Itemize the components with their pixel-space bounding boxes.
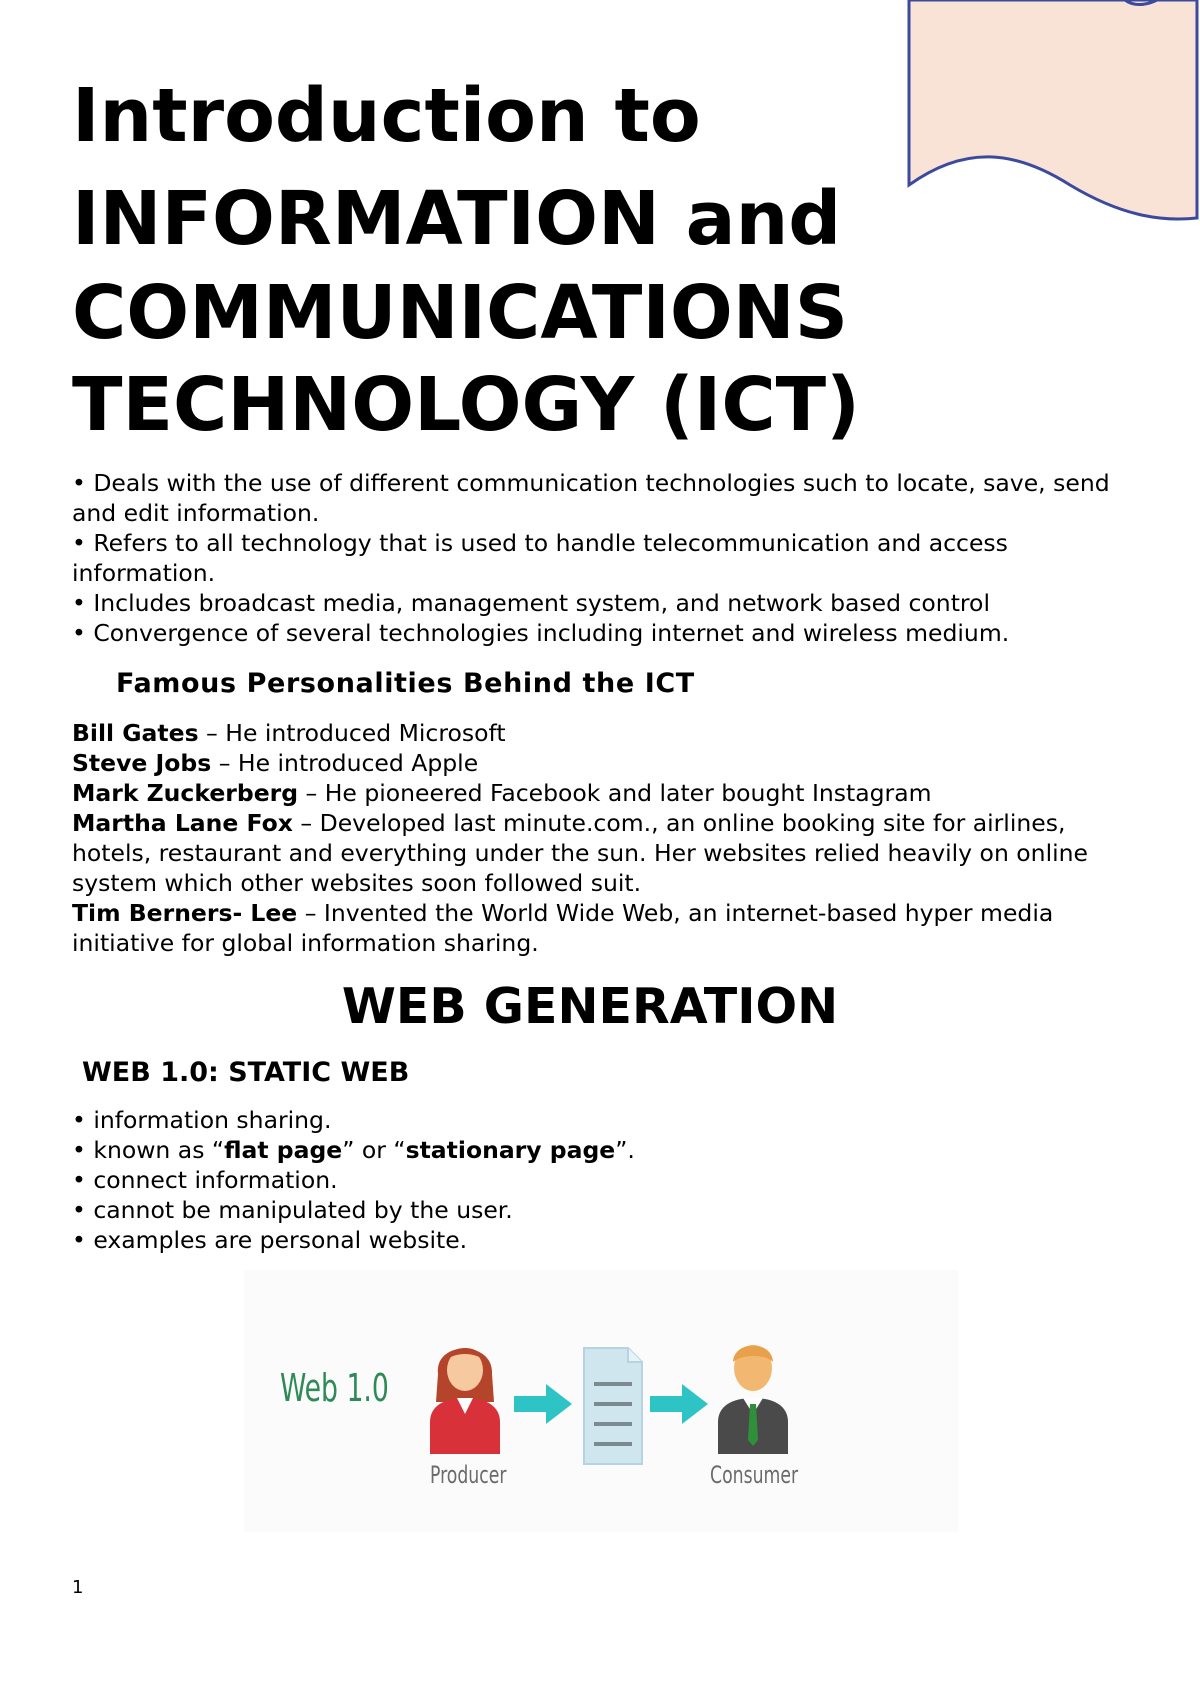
personality-name: Bill Gates (72, 719, 199, 747)
personality-description: – He introduced Microsoft (198, 719, 506, 747)
web-generation-heading-text: WEB GENERATION (341, 978, 839, 1035)
flat-page-term: flat page (224, 1136, 343, 1164)
title-line-1: Introduction to (72, 73, 701, 159)
web1-bullet-text: ” or “ (342, 1136, 406, 1164)
producer-person-icon (424, 1330, 506, 1455)
ict-bullet: • Refers to all technology that is used to handle telecommunication and access information. (72, 529, 1008, 587)
personality-name: Tim Berners- Lee (72, 899, 298, 927)
personality-description: – He pioneered Facebook and later bought Instagram (298, 779, 932, 807)
personality-description: – He introduced Apple (211, 749, 479, 777)
personality-name: Martha Lane Fox (72, 809, 293, 837)
personality-name: Mark Zuckerberg (72, 779, 299, 807)
right-arrow-icon (512, 1382, 574, 1426)
title-line-4: TECHNOLOGY (ICT) (72, 362, 860, 448)
personalities-list (72, 718, 1152, 958)
corner-banner-shape (905, 0, 1200, 230)
web1-heading: WEB 1.0: STATIC WEB (82, 1057, 410, 1088)
ict-bullet-list (72, 468, 1152, 648)
web1-diagram (244, 1270, 958, 1532)
personality-entry (72, 718, 1152, 748)
ict-bullet: • Includes broadcast media, management system, and network based control (72, 589, 990, 617)
personality-description: – Developed last minute.com., an online booking site for airlines, hotels, restaurant and everything under the sun. Her websites relied heavily on online system which other websites soon followed suit. (72, 809, 1088, 897)
personality-entry (72, 778, 1152, 808)
web1-bullet-text: ”. (615, 1136, 635, 1164)
personality-description: – Invented the World Wide Web, an internet-based hyper media initiative for global information sharing. (72, 899, 1054, 957)
page-number: 1 (72, 1577, 84, 1598)
title-line-2: INFORMATION and (72, 176, 842, 262)
stationary-page-term: stationary page (405, 1136, 616, 1164)
personality-entry (72, 748, 1152, 778)
producer-label: Producer (430, 1461, 507, 1489)
web1-bullet-text: • known as “ (72, 1136, 225, 1164)
web-generation-heading (0, 978, 1200, 1035)
personality-entry (72, 808, 1152, 898)
famous-personalities-heading: Famous Personalities Behind the ICT (116, 668, 695, 699)
web1-bullet: • examples are personal website. (72, 1226, 468, 1254)
ict-bullet: • Deals with the use of different communication technologies such to locate, save, send and edit information. (72, 469, 1110, 527)
web1-diagram-label: Web 1.0 (280, 1366, 389, 1410)
web1-bullet-list (72, 1105, 1072, 1255)
document-icon (580, 1344, 646, 1468)
personality-entry (72, 898, 1152, 958)
web1-bullet (72, 1135, 1072, 1165)
web1-bullet: • connect information. (72, 1166, 338, 1194)
consumer-label: Consumer (710, 1461, 799, 1489)
ict-bullet: • Convergence of several technologies including internet and wireless medium. (72, 619, 1010, 647)
consumer-person-icon (712, 1330, 794, 1455)
web1-bullet: • information sharing. (72, 1106, 332, 1134)
right-arrow-icon (648, 1382, 710, 1426)
title-line-3: COMMUNICATIONS (72, 270, 849, 356)
personality-name: Steve Jobs (72, 749, 212, 777)
web1-bullet: • cannot be manipulated by the user. (72, 1196, 513, 1224)
